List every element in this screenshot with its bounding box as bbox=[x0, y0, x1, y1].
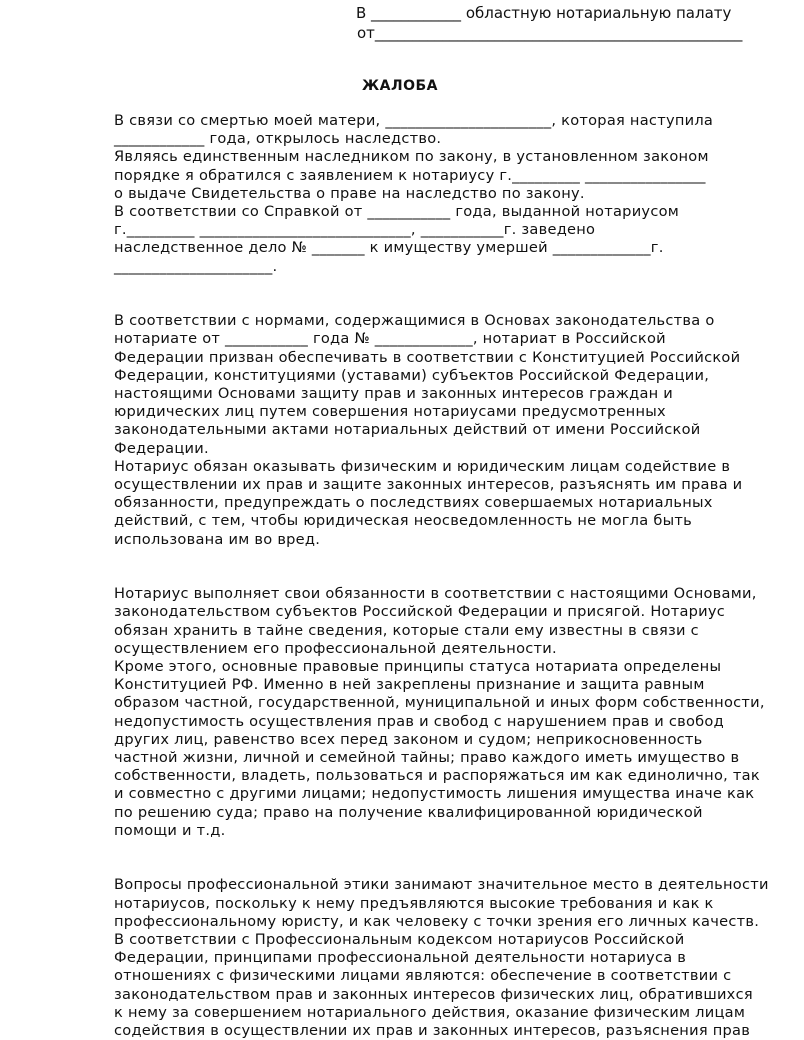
text-line: профессиональному юристу, и как человеку с точки зрения его личных качеств. bbox=[114, 912, 760, 930]
text-line: порядке я обратился с заявлением к нотариусу г._________ ________________ bbox=[114, 166, 706, 184]
paragraph bbox=[114, 312, 804, 549]
text-line: недопустимость осуществления прав и свобод с нарушением прав и свобод bbox=[114, 712, 724, 730]
text-line: В соответствии с Профессиональным кодексом нотариусов Российской bbox=[114, 931, 685, 949]
paragraph bbox=[114, 585, 804, 840]
text-line: Конституцией РФ. Именно в ней закреплены признание и защита равным bbox=[114, 676, 705, 694]
text-line: обязанности, предупреждать о последствиях совершаемых нотариальных bbox=[114, 494, 713, 512]
text-line: и совместно с другими лицами; недопустимость лишения имущества иначе как bbox=[114, 785, 755, 803]
paragraph-spacer bbox=[114, 858, 804, 876]
text-line: нотариусов, поскольку к нему предъявляются высокие требования и как к bbox=[114, 894, 714, 912]
paragraph-spacer bbox=[114, 294, 804, 312]
from-line: от_________________________________________________ bbox=[357, 24, 743, 42]
text-line: осуществлением его профессиональной деятельности. bbox=[114, 639, 557, 657]
paragraph-spacer bbox=[114, 276, 804, 294]
text-line: о выдаче Свидетельства о праве на наследство по закону. bbox=[114, 184, 585, 202]
text-line: содействия в осуществлении их прав и законных интересов, разъяснения прав bbox=[114, 1022, 751, 1040]
text-line: Федерации призван обеспечивать в соответствии с Конституцией Российской bbox=[114, 348, 741, 366]
text-line: юридических лиц путем совершения нотариусами предусмотренных bbox=[114, 403, 666, 421]
text-line: обязан хранить в тайне сведения, которые стали ему известны в связи с bbox=[114, 621, 699, 639]
text-line: к нему за совершением нотариального действия, оказание физическим лицам bbox=[114, 1003, 746, 1021]
text-line: осуществлении их прав и защите законных интересов, разъяснять им права и bbox=[114, 476, 743, 494]
text-line: использована им во вред. bbox=[114, 530, 321, 548]
text-line: Федерации, принципами профессиональной деятельности нотариуса в bbox=[114, 949, 687, 967]
text-line: Федерации. bbox=[114, 439, 209, 457]
paragraph-spacer bbox=[114, 549, 804, 567]
text-line: действий, с тем, чтобы юридическая неосведомленность не могла быть bbox=[114, 512, 692, 530]
text-line: Нотариус обязан оказывать физическим и юридическим лицам содействие в bbox=[114, 457, 731, 475]
text-line: законодательством прав и законных интересов физических лиц, обратившихся bbox=[114, 985, 753, 1003]
paragraph bbox=[114, 876, 804, 1040]
text-line: В соответствии со Справкой от ___________ года, выданной нотариусом bbox=[114, 203, 680, 221]
paragraph-spacer bbox=[114, 567, 804, 585]
text-line: отношениях с физическими лицами являются: обеспечение в соответствии с bbox=[114, 967, 732, 985]
text-line: Федерации, конституциями (уставами) субъектов Российской Федерации, bbox=[114, 366, 710, 384]
text-line: наследственное дело № _______ к имуществу умершей _____________г. bbox=[114, 239, 664, 257]
document-title: ЖАЛОБА bbox=[361, 78, 438, 94]
text-line: помощи и т.д. bbox=[114, 821, 226, 839]
text-line: по решению суда; право на получение квалифицированной юридической bbox=[114, 803, 703, 821]
text-line: собственности, владеть, пользоваться и распоряжаться им как единолично, так bbox=[114, 767, 760, 785]
paragraph-spacer bbox=[114, 840, 804, 858]
text-line: В связи со смертью моей матери, ______________________, которая наступила bbox=[114, 112, 714, 129]
text-line: г._________ ____________________________, ___________г. заведено bbox=[114, 221, 596, 239]
text-line: образом частной, государственной, муниципальной и иных форм собственности, bbox=[114, 694, 765, 712]
text-line: нотариате от ___________ года № _____________, нотариат в Российской bbox=[114, 330, 666, 348]
text-line: других лиц, равенство всех перед законом и судом; неприкосновенность bbox=[114, 730, 703, 748]
text-line: настоящими Основами защиту прав и законных интересов граждан и bbox=[114, 385, 674, 403]
text-line: Вопросы профессиональной этики занимают значительное место в деятельности bbox=[114, 876, 769, 894]
paragraph bbox=[114, 112, 804, 276]
text-line: частной жизни, личной и семейной тайны; право каждого иметь имущество в bbox=[114, 749, 740, 767]
text-line: ____________ года, открылось наследство. bbox=[114, 130, 442, 148]
addressee-line: В ____________ областную нотариальную палату bbox=[356, 4, 732, 22]
text-line: Нотариус выполняет свои обязанности в соответствии с настоящими Основами, bbox=[114, 585, 757, 603]
text-line: законодательством субъектов Российской Федерации и присягой. Нотариус bbox=[114, 603, 726, 621]
text-line: законодательными актами нотариальных действий от имени Российской bbox=[114, 421, 701, 439]
text-line: В соответствии с нормами, содержащимися в Основах законодательства о bbox=[114, 312, 715, 330]
text-line: Являясь единственным наследником по закону, в установленном законом bbox=[114, 148, 709, 166]
text-line: _____________________. bbox=[114, 257, 278, 275]
text-line: Кроме этого, основные правовые принципы статуса нотариата определены bbox=[114, 658, 722, 676]
document-body bbox=[114, 112, 804, 1040]
